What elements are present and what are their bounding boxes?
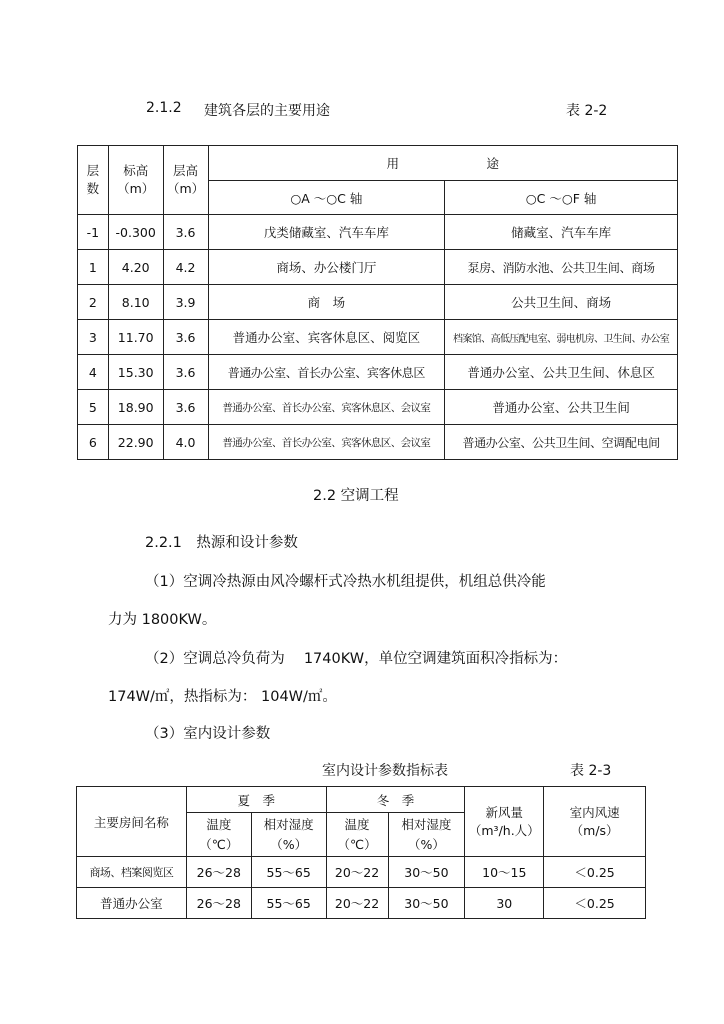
cell-summer-humidity: 55～65 — [251, 888, 326, 919]
table-row — [78, 215, 678, 250]
paragraph-line: 174W/㎡，热指标为： 104W/㎡。 — [108, 689, 337, 705]
cell-height: 3.6 — [163, 355, 208, 390]
cell-elevation: 8.10 — [108, 285, 163, 320]
table-row — [77, 888, 646, 919]
section-title: 建筑各层的主要用途 — [204, 103, 330, 119]
header-axis-c-f: ○C ～○F 轴 — [445, 181, 678, 215]
paragraph-line: （2）空调总冷负荷为 1740KW，单位空调建筑面积冷指标为： — [145, 651, 568, 667]
table-row — [78, 250, 678, 285]
table-row — [78, 285, 678, 320]
cell-floor: 2 — [78, 285, 109, 320]
header-air-speed: 室内风速 （m/s） — [544, 787, 646, 857]
table-row — [78, 355, 678, 390]
header-summer: 夏 季 — [186, 787, 326, 813]
table-row — [78, 425, 678, 460]
cell-height: 3.6 — [163, 215, 208, 250]
paragraph-line: 力为 1800KW。 — [108, 612, 217, 628]
cell-height: 3.6 — [163, 390, 208, 425]
indoor-design-table — [76, 786, 646, 919]
header-winter-temp: 温度 （℃） — [326, 813, 388, 857]
header-room: 主要房间名称 — [77, 787, 187, 857]
cell-floor: 6 — [78, 425, 109, 460]
cell-usage-c: 公共卫生间、商场 — [445, 285, 678, 320]
cell-floor: 4 — [78, 355, 109, 390]
cell-room: 普通办公室 — [77, 888, 187, 919]
cell-air-speed: ＜0.25 — [544, 857, 646, 888]
cell-usage-a: 商场、办公楼门厅 — [208, 250, 445, 285]
cell-usage-c: 普通办公室、公共卫生间、空调配电间 — [445, 425, 678, 460]
section-heading: 2.2 空调工程 — [313, 488, 399, 504]
cell-summer-temp: 26～28 — [186, 857, 251, 888]
cell-fresh-air: 10～15 — [465, 857, 544, 888]
cell-height: 3.9 — [163, 285, 208, 320]
header-summer-temp: 温度 （℃） — [186, 813, 251, 857]
cell-winter-humidity: 30～50 — [388, 888, 465, 919]
paragraph-line: （3）室内设计参数 — [145, 726, 271, 742]
cell-elevation: 22.90 — [108, 425, 163, 460]
cell-winter-temp: 20～22 — [326, 888, 388, 919]
table-number: 表 2-2 — [566, 103, 608, 119]
cell-usage-a: 戊类储藏室、汽车车库 — [208, 215, 445, 250]
cell-elevation: 15.30 — [108, 355, 163, 390]
cell-floor: 5 — [78, 390, 109, 425]
cell-usage-c: 泵房、消防水池、公共卫生间、商场 — [445, 250, 678, 285]
cell-usage-c: 档案馆、高低压配电室、弱电机房、卫生间、办公室 — [445, 320, 678, 355]
cell-usage-c: 普通办公室、公共卫生间 — [445, 390, 678, 425]
table-row — [78, 320, 678, 355]
cell-fresh-air: 30 — [465, 888, 544, 919]
paragraph-line: （1）空调冷热源由风冷螺杆式冷热水机组提供，机组总供冷能 — [145, 574, 546, 590]
cell-summer-temp: 26～28 — [186, 888, 251, 919]
cell-height: 4.0 — [163, 425, 208, 460]
cell-floor: 3 — [78, 320, 109, 355]
cell-winter-humidity: 30～50 — [388, 857, 465, 888]
subsection-heading: 2.2.1 热源和设计参数 — [145, 535, 298, 551]
cell-room: 商场、档案阅览区 — [77, 857, 187, 888]
cell-height: 3.6 — [163, 320, 208, 355]
cell-usage-a: 商 场 — [208, 285, 445, 320]
cell-elevation: -0.300 — [108, 215, 163, 250]
cell-elevation: 18.90 — [108, 390, 163, 425]
header-usage: 用 途 — [208, 146, 677, 181]
header-floor-height: 层高 （m） — [163, 146, 208, 215]
cell-usage-a: 普通办公室、首长办公室、宾客休息区 — [208, 355, 445, 390]
section-number: 2.1.2 — [146, 100, 182, 116]
table-number: 表 2-3 — [570, 763, 612, 779]
cell-summer-humidity: 55～65 — [251, 857, 326, 888]
header-elevation: 标高 （m） — [108, 146, 163, 215]
cell-usage-a: 普通办公室、宾客休息区、阅览区 — [208, 320, 445, 355]
table-title: 室内设计参数指标表 — [322, 763, 448, 779]
header-axis-a-c: ○A ～○C 轴 — [208, 181, 445, 215]
header-fresh-air: 新风量 （m³/h.人） — [465, 787, 544, 857]
table-row — [77, 857, 646, 888]
cell-usage-a: 普通办公室、首长办公室、宾客休息区、会议室 — [208, 425, 445, 460]
header-summer-humidity: 相对湿度 （%） — [251, 813, 326, 857]
cell-elevation: 4.20 — [108, 250, 163, 285]
header-winter: 冬 季 — [326, 787, 465, 813]
header-floor: 层 数 — [78, 146, 109, 215]
cell-floor: 1 — [78, 250, 109, 285]
cell-air-speed: ＜0.25 — [544, 888, 646, 919]
cell-floor: -1 — [78, 215, 109, 250]
header-winter-humidity: 相对湿度 （%） — [388, 813, 465, 857]
cell-elevation: 11.70 — [108, 320, 163, 355]
cell-usage-c: 普通办公室、公共卫生间、休息区 — [445, 355, 678, 390]
cell-winter-temp: 20～22 — [326, 857, 388, 888]
cell-usage-a: 普通办公室、首长办公室、宾客休息区、会议室 — [208, 390, 445, 425]
cell-height: 4.2 — [163, 250, 208, 285]
floor-usage-table — [77, 145, 678, 460]
cell-usage-c: 储藏室、汽车车库 — [445, 215, 678, 250]
table-row — [78, 390, 678, 425]
